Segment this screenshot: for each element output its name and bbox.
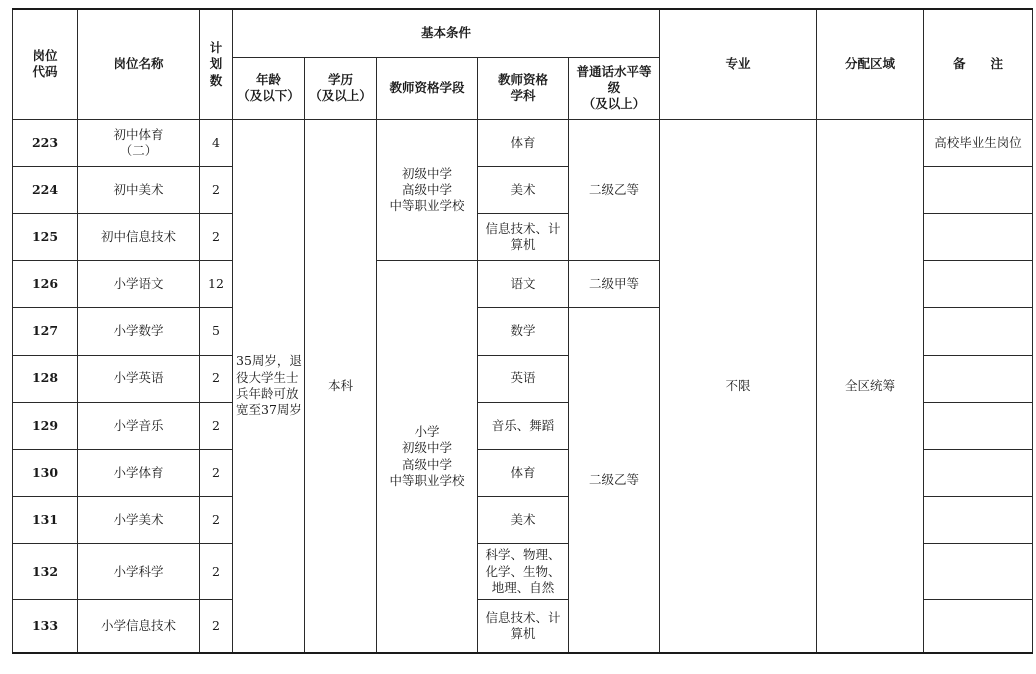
header-remarks: 备 注 [924,9,1033,119]
remarks-cell [924,166,1033,213]
cert-subject-cell: 英语 [478,355,569,402]
cert-subject-cell: 信息技术、计 算机 [478,600,569,653]
remarks-cell [924,600,1033,653]
post-name-cell: 小学体育 [78,449,200,496]
table-row [13,119,1033,166]
post-name-cell: 小学数学 [78,308,200,355]
mandarin-level-cell: 二级乙等 [569,119,660,260]
post-code-cell: 223 [13,119,78,166]
remarks-cell [924,355,1033,402]
region-cell: 全区统筹 [817,119,924,653]
plan-count-cell: 2 [200,402,233,449]
remarks-cell [924,544,1033,600]
plan-count-cell: 5 [200,308,233,355]
header-major: 专业 [660,9,817,119]
plan-count-cell: 2 [200,214,233,261]
cert-subject-cell: 科学、物理、 化学、生物、 地理、自然 [478,544,569,600]
plan-count-cell: 2 [200,355,233,402]
post-name-cell: 小学语文 [78,261,200,308]
header-education: 学历 （及以上） [305,57,377,119]
cert-subject-cell: 体育 [478,449,569,496]
major-requirement-cell: 不限 [660,119,817,653]
remarks-cell [924,214,1033,261]
post-name-cell: 小学英语 [78,355,200,402]
post-code-cell: 133 [13,600,78,653]
plan-count-cell: 2 [200,449,233,496]
cert-subject-cell: 体育 [478,119,569,166]
header-region: 分配区域 [817,9,924,119]
header-post-name: 岗位名称 [78,9,200,119]
cert-subject-cell: 音乐、舞蹈 [478,402,569,449]
plan-count-cell: 2 [200,544,233,600]
remarks-cell [924,496,1033,543]
header-mandarin-level: 普通话水平等 级 （及以上） [569,57,660,119]
remarks-cell [924,449,1033,496]
post-name-cell: 初中信息技术 [78,214,200,261]
remarks-cell [924,402,1033,449]
header-teacher-cert-level: 教师资格学段 [377,57,478,119]
header-basic-conditions: 基本条件 [233,9,660,57]
cert-subject-cell: 数学 [478,308,569,355]
post-code-cell: 131 [13,496,78,543]
post-name-cell: 小学音乐 [78,402,200,449]
post-code-cell: 128 [13,355,78,402]
mandarin-level-cell: 二级甲等 [569,261,660,308]
plan-count-cell: 2 [200,166,233,213]
post-name-cell: 初中美术 [78,166,200,213]
post-name-cell: 小学信息技术 [78,600,200,653]
plan-count-cell: 2 [200,600,233,653]
mandarin-level-cell: 二级乙等 [569,308,660,653]
cert-subject-cell: 美术 [478,166,569,213]
header-teacher-cert-subject: 教师资格 学科 [478,57,569,119]
cert-subject-cell: 语文 [478,261,569,308]
plan-count-cell: 12 [200,261,233,308]
recruitment-table [12,8,1033,654]
post-name-cell: 初中体育 （二） [78,119,200,166]
cert-subject-cell: 美术 [478,496,569,543]
post-code-cell: 126 [13,261,78,308]
post-name-cell: 小学美术 [78,496,200,543]
education-requirement-cell: 本科 [305,119,377,653]
header-age: 年龄 （及以下） [233,57,305,119]
post-code-cell: 132 [13,544,78,600]
post-code-cell: 130 [13,449,78,496]
plan-count-cell: 2 [200,496,233,543]
post-code-cell: 224 [13,166,78,213]
remarks-cell: 高校毕业生岗位 [924,119,1033,166]
post-code-cell: 127 [13,308,78,355]
age-requirement-cell: 35周岁，退 役大学生士 兵年龄可放 宽至37周岁 [233,119,305,653]
post-code-cell: 129 [13,402,78,449]
post-code-cell: 125 [13,214,78,261]
remarks-cell [924,261,1033,308]
post-name-cell: 小学科学 [78,544,200,600]
cert-level-middle-cell: 初级中学 高级中学 中等职业学校 [377,119,478,260]
header-plan-count: 计 划 数 [200,9,233,119]
plan-count-cell: 4 [200,119,233,166]
cert-level-primary-cell: 小学 初级中学 高级中学 中等职业学校 [377,261,478,653]
header-post-code: 岗位 代码 [13,9,78,119]
cert-subject-cell: 信息技术、计 算机 [478,214,569,261]
remarks-cell [924,308,1033,355]
